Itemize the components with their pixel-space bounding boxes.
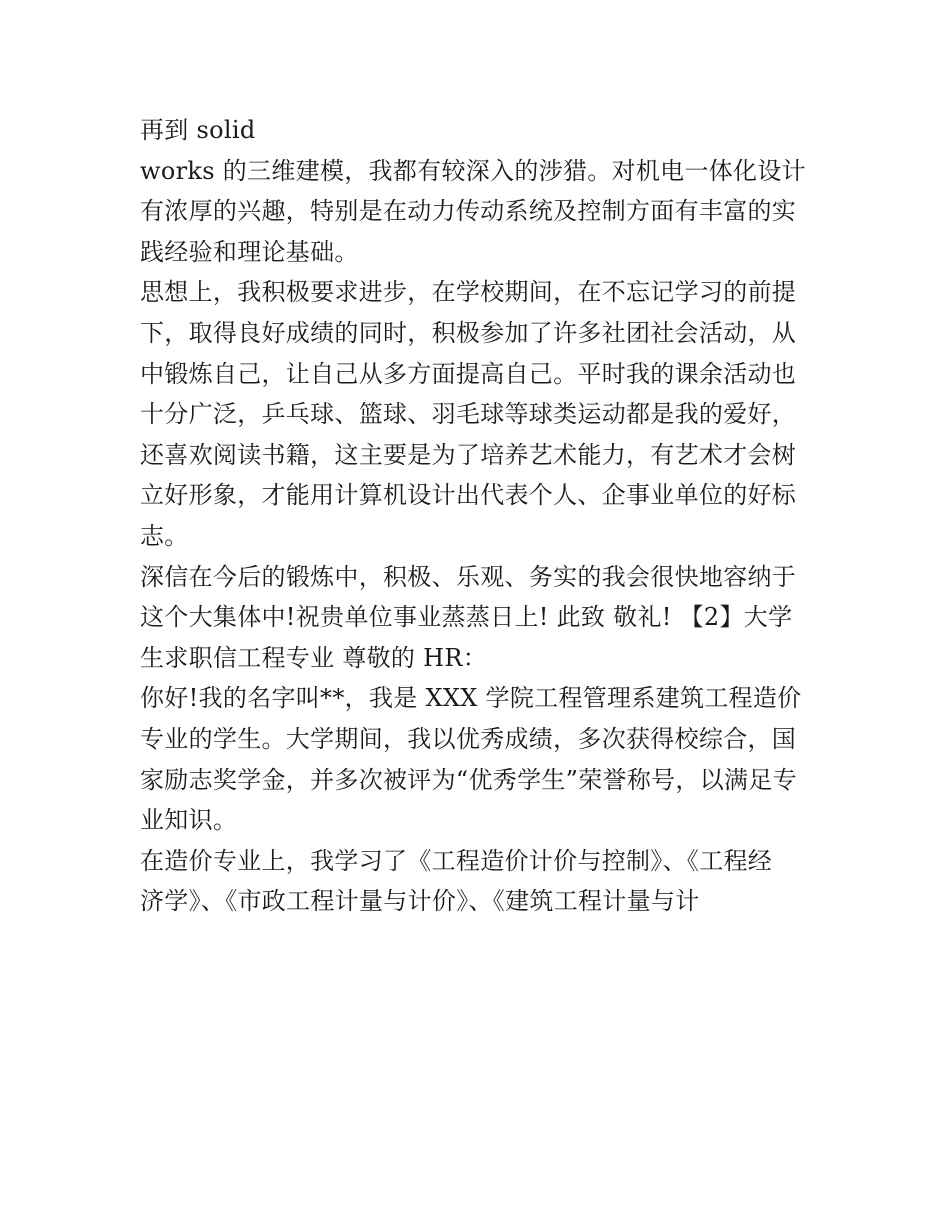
text-line: 十分广泛，乒乓球、篮球、羽毛球等球类运动都是我的爱好，	[140, 400, 797, 429]
text-line: 思想上，我积极要求进步，在学校期间，在不忘记学习的前提	[140, 278, 797, 307]
text-line: 生求职信工程专业 尊敬的 HR：	[140, 643, 488, 672]
text-line: 专业的学生。大学期间，我以优秀成绩，多次获得校综合，国	[140, 724, 797, 753]
text-line: 家励志奖学金，并多次被评为“优秀学生”荣誉称号，以满足专	[140, 765, 797, 794]
text-line: 有浓厚的兴趣，特别是在动力传动系统及控制方面有丰富的实	[140, 197, 797, 226]
text-line: 济学》、《市政工程计量与计价》、《建筑工程计量与计	[140, 887, 700, 916]
text-line: 这个大集体中!祝贵单位事业蒸蒸日上! 此致 敬礼! 【2】大学	[140, 603, 793, 632]
document-body	[140, 110, 820, 922]
text-line: 在造价专业上，我学习了《工程造价计价与控制》、《工程经	[140, 846, 773, 875]
text-line: 践经验和理论基础。	[140, 237, 359, 266]
text-line: 深信在今后的锻炼中，积极、乐观、务实的我会很快地容纳于	[140, 562, 797, 591]
text-line: 下，取得良好成绩的同时，积极参加了许多社团社会活动，从	[140, 318, 797, 347]
text-line: 还喜欢阅读书籍，这主要是为了培养艺术能力，有艺术才会树	[140, 440, 797, 469]
text-line: works 的三维建模，我都有较深入的涉猎。对机电一体化设计	[140, 156, 806, 185]
text-line: 立好形象，才能用计算机设计出代表个人、企事业单位的好标	[140, 481, 797, 510]
text-line: 业知识。	[140, 806, 238, 835]
text-line: 再到 solid	[140, 116, 256, 144]
text-line: 中锻炼自己，让自己从多方面提高自己。平时我的课余活动也	[140, 359, 797, 388]
text-line: 志。	[140, 521, 189, 550]
text-line: 你好!我的名字叫**，我是 XXX 学院工程管理系建筑工程造价	[140, 684, 802, 713]
